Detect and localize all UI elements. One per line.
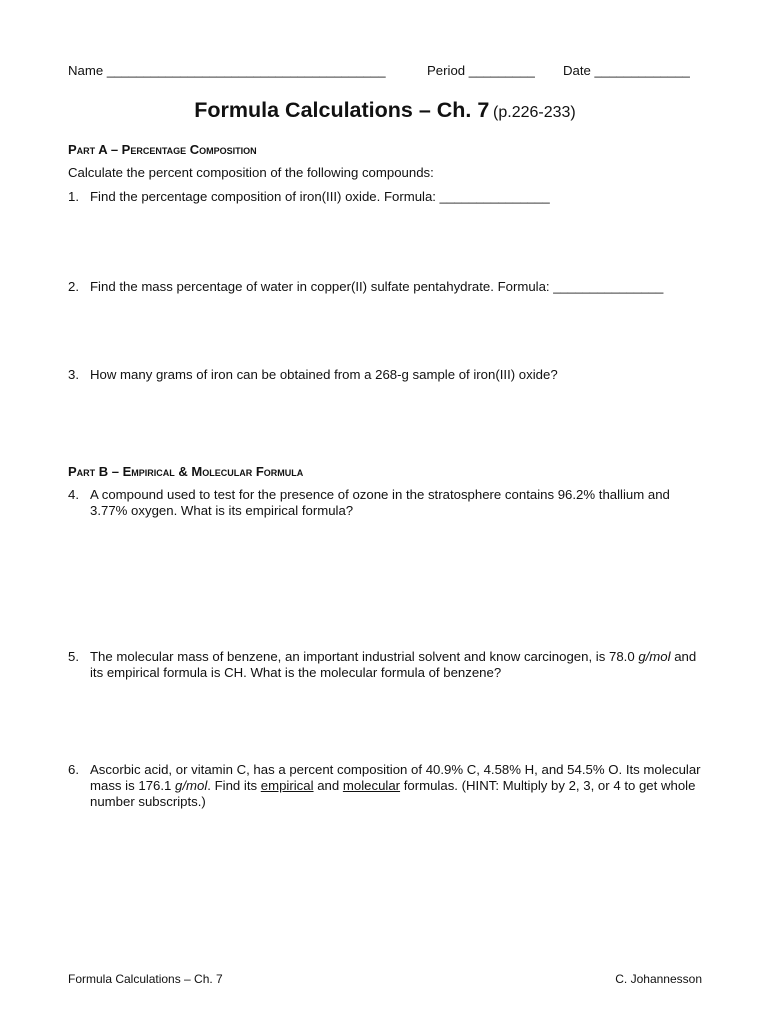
question-3 bbox=[68, 367, 708, 385]
question-number: 2. bbox=[68, 279, 79, 294]
part-a-heading: Part A – Percentage Composition bbox=[68, 142, 257, 157]
question-text: A compound used to test for the presence of ozone in the stratosphere contains 96.2% thallium and 3.77% oxygen. What is its empirical formula? bbox=[90, 487, 670, 518]
question-5 bbox=[68, 649, 708, 683]
part-b-heading: Part B – Empirical & Molecular Formula bbox=[68, 464, 304, 479]
question-number: 5. bbox=[68, 649, 79, 664]
question-number: 3. bbox=[68, 367, 79, 382]
footer-left: Formula Calculations – Ch. 7 bbox=[68, 972, 223, 986]
question-4 bbox=[68, 487, 708, 521]
footer-right: C. Johannesson bbox=[615, 972, 702, 986]
unit-text: g/mol bbox=[638, 649, 671, 664]
part-a-instruction: Calculate the percent composition of the following compounds: bbox=[68, 165, 434, 180]
worksheet-header bbox=[68, 63, 702, 83]
question-number: 6. bbox=[68, 762, 79, 777]
question-text: Ascorbic acid, or vitamin C, has a percent composition of 40.9% C, 4.58% H, and 54.5% O. Its molecular mass is 176.1 g/mol. Find its empirical and molecular formulas. (HINT: Multiply by 2, 3, or 4 to get whole number subscripts.) bbox=[90, 762, 701, 809]
unit-text: g/mol bbox=[175, 778, 208, 793]
underlined-molecular: molecular bbox=[342, 778, 401, 793]
question-number: 4. bbox=[68, 487, 79, 502]
period-field[interactable]: Period _________ bbox=[427, 63, 535, 78]
question-1 bbox=[68, 189, 708, 207]
question-text: How many grams of iron can be obtained from a 268-g sample of iron(III) oxide? bbox=[90, 367, 558, 382]
question-text: Find the percentage composition of iron(III) oxide. Formula: _______________ bbox=[90, 189, 550, 204]
title-main: Formula Calculations – Ch. 7 bbox=[194, 98, 490, 122]
question-text: The molecular mass of benzene, an important industrial solvent and know carcinogen, is 78.0 g/mol and its empirical formula is CH. What is the molecular formula of benzene? bbox=[90, 649, 697, 680]
title-pages: (p.226-233) bbox=[493, 104, 576, 121]
date-field[interactable]: Date _____________ bbox=[563, 63, 690, 78]
underlined-empirical: empirical bbox=[260, 778, 314, 793]
question-2 bbox=[68, 279, 708, 297]
question-6 bbox=[68, 762, 708, 812]
page-title bbox=[0, 98, 770, 123]
question-number: 1. bbox=[68, 189, 79, 204]
question-text: Find the mass percentage of water in copper(II) sulfate pentahydrate. Formula: _______________ bbox=[90, 279, 664, 294]
name-field[interactable]: Name ______________________________________ bbox=[68, 63, 386, 78]
